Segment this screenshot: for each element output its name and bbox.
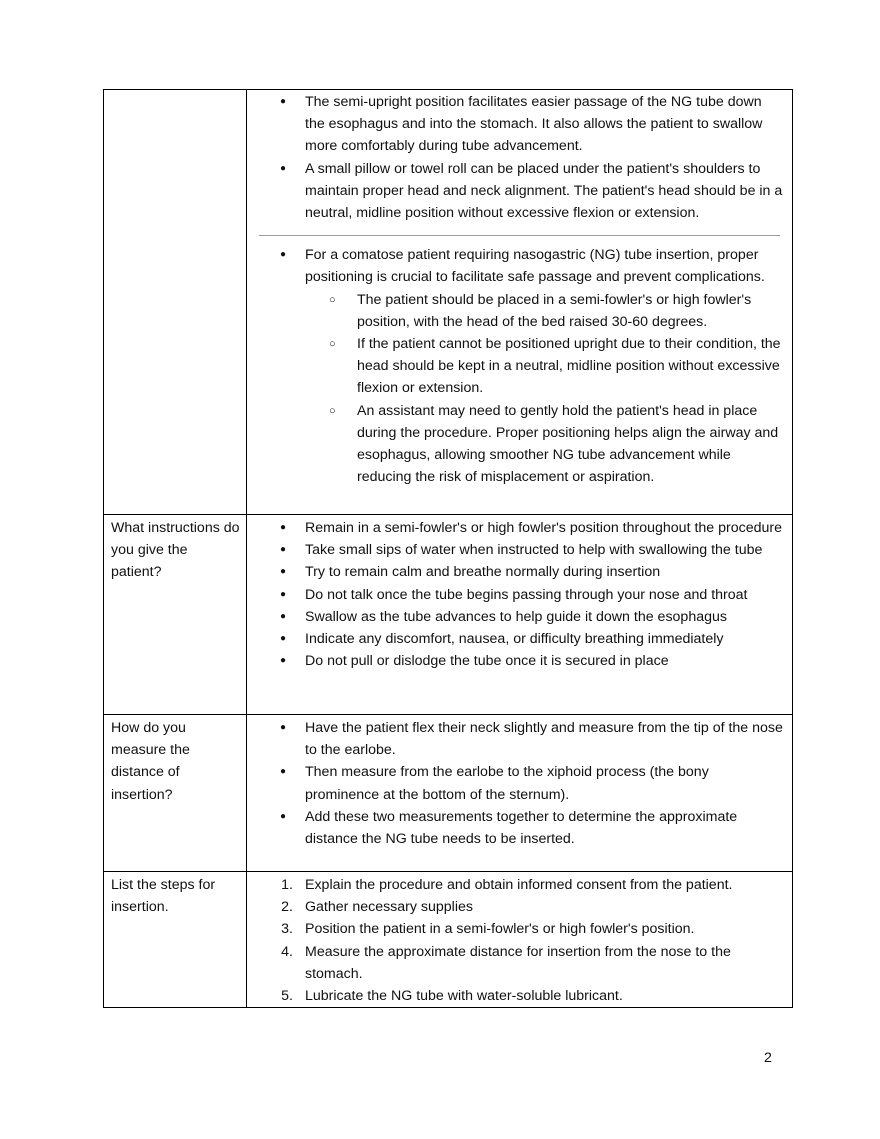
sub-list-item xyxy=(305,289,784,333)
bullet-disc-icon: ● xyxy=(280,588,287,600)
question-text: What instructions do you give the patient? xyxy=(111,520,240,581)
bullet-disc-icon: ● xyxy=(280,162,287,174)
sub-list-item xyxy=(305,333,784,400)
list-item xyxy=(247,539,792,561)
question-cell xyxy=(104,715,247,872)
question-cell xyxy=(104,90,247,515)
list-item xyxy=(247,717,792,761)
list-item-text: Lubricate the NG tube with water-soluble lubricant. xyxy=(305,988,623,1005)
nursing-qa-table xyxy=(103,89,793,1008)
bullet-circle-icon: ○ xyxy=(329,338,336,351)
bullet-disc-icon: ● xyxy=(280,522,287,533)
list-item-text: Add these two measurements together to determine the approximate distance the NG tube needs to be inserted. xyxy=(305,808,738,848)
list-item xyxy=(247,158,792,225)
insertion-steps-list xyxy=(247,872,792,1007)
list-item-text: The semi-upright position facilitates easier passage of the NG tube down the esophagus and into the stomach. It also allows the patient to swallow more comfortably during tube advancement. xyxy=(305,94,763,155)
table-row xyxy=(104,515,793,715)
list-item xyxy=(247,941,792,985)
step-number: 1. xyxy=(281,877,293,893)
list-item-text: Do not talk once the tube begins passing through your nose and throat xyxy=(305,586,748,603)
list-item-text: Take small sips of water when instructed to help with swallowing the tube xyxy=(305,542,763,559)
bullet-disc-icon: ● xyxy=(280,610,287,622)
list-item-text: Measure the approximate distance for insertion from the nose to the stomach. xyxy=(305,943,731,982)
bullet-circle-icon: ○ xyxy=(329,404,336,417)
table-row xyxy=(104,715,793,872)
list-item xyxy=(247,985,792,1007)
comatose-sub-list xyxy=(305,289,784,489)
list-item xyxy=(247,606,792,628)
sub-list-item-text: An assistant may need to gently hold the patient's head in place during the procedure. Proper positioning helps align the airway and esophagus, allowing smoother NG tube advancement while reducing the risk of misplacement or aspiration. xyxy=(357,402,779,486)
instructions-bullet-list xyxy=(247,515,792,672)
list-item xyxy=(247,244,792,488)
list-item xyxy=(247,918,792,940)
list-item-text: A small pillow or towel roll can be placed under the patient's shoulders to maintain proper head and neck alignment. The patient's head should be in a neutral, midline position without excessive flexion or extension. xyxy=(305,160,783,222)
list-item-text: Try to remain calm and breathe normally during insertion xyxy=(305,564,661,581)
sub-list-item-text: If the patient cannot be positioned upright due to their condition, the head should be kept in a neutral, midline position without excessive flexion or extension. xyxy=(357,336,781,397)
list-item-text: Remain in a semi-fowler's or high fowler's position throughout the procedure xyxy=(305,520,782,536)
measurement-bullet-list xyxy=(247,715,792,850)
question-text: How do you measure the distance of insertion? xyxy=(111,720,190,803)
list-item-text: Have the patient flex their neck slightly and measure from the tip of the nose to the earlobe. xyxy=(305,720,783,759)
step-number: 4. xyxy=(281,943,293,960)
table-row xyxy=(104,872,793,1008)
question-text xyxy=(104,90,246,92)
bullet-disc-icon: ● xyxy=(280,544,287,556)
list-item-text: For a comatose patient requiring nasogastric (NG) tube insertion, proper positioning is crucial to facilitate safe passage and prevent complications. xyxy=(305,247,765,286)
positioning-bullet-list xyxy=(247,90,792,224)
list-item-text: Gather necessary supplies xyxy=(305,899,473,916)
list-item xyxy=(247,874,792,896)
list-item xyxy=(247,91,792,158)
step-number: 2. xyxy=(281,899,293,916)
list-item xyxy=(247,896,792,918)
answer-cell xyxy=(247,90,793,515)
question-cell xyxy=(104,872,247,1008)
list-item xyxy=(247,761,792,805)
page-number: 2 xyxy=(764,1050,772,1066)
list-item xyxy=(247,806,792,850)
list-item xyxy=(247,584,792,606)
bullet-disc-icon: ● xyxy=(280,96,287,107)
sub-list-item xyxy=(305,400,784,489)
answer-cell xyxy=(247,715,793,872)
step-number: 3. xyxy=(281,921,293,938)
step-number: 5. xyxy=(281,988,293,1005)
list-item xyxy=(247,628,792,650)
table-row xyxy=(104,90,793,515)
bullet-disc-icon: ● xyxy=(280,810,287,822)
list-item-text: Position the patient in a semi-fowler's or high fowler's position. xyxy=(305,921,695,938)
list-item xyxy=(247,561,792,583)
bullet-disc-icon: ● xyxy=(280,655,287,667)
answer-cell xyxy=(247,515,793,715)
bullet-disc-icon: ● xyxy=(280,249,287,261)
list-item-text: Then measure from the earlobe to the xiphoid process (the bony prominence at the bottom of the sternum). xyxy=(305,764,709,803)
bullet-circle-icon: ○ xyxy=(329,293,336,306)
list-item xyxy=(247,650,792,672)
section-divider xyxy=(259,235,780,236)
list-item-text: Swallow as the tube advances to help guide it down the esophagus xyxy=(305,608,727,625)
sub-list-item-text: The patient should be placed in a semi-fowler's or high fowler's position, with the head of the bed raised 30-60 degrees. xyxy=(357,291,752,330)
question-text: List the steps for insertion. xyxy=(111,877,216,916)
list-item-text: Explain the procedure and obtain informed consent from the patient. xyxy=(305,877,733,893)
bullet-disc-icon: ● xyxy=(280,566,287,578)
question-cell xyxy=(104,515,247,715)
comatose-bullet-list xyxy=(247,244,792,488)
list-item-text: Do not pull or dislodge the tube once it is secured in place xyxy=(305,653,669,670)
list-item-text: Indicate any discomfort, nausea, or difficulty breathing immediately xyxy=(305,631,724,648)
bullet-disc-icon: ● xyxy=(280,722,287,733)
bullet-disc-icon: ● xyxy=(280,633,287,645)
bullet-disc-icon: ● xyxy=(280,766,287,778)
list-item xyxy=(247,517,792,539)
answer-cell xyxy=(247,872,793,1008)
